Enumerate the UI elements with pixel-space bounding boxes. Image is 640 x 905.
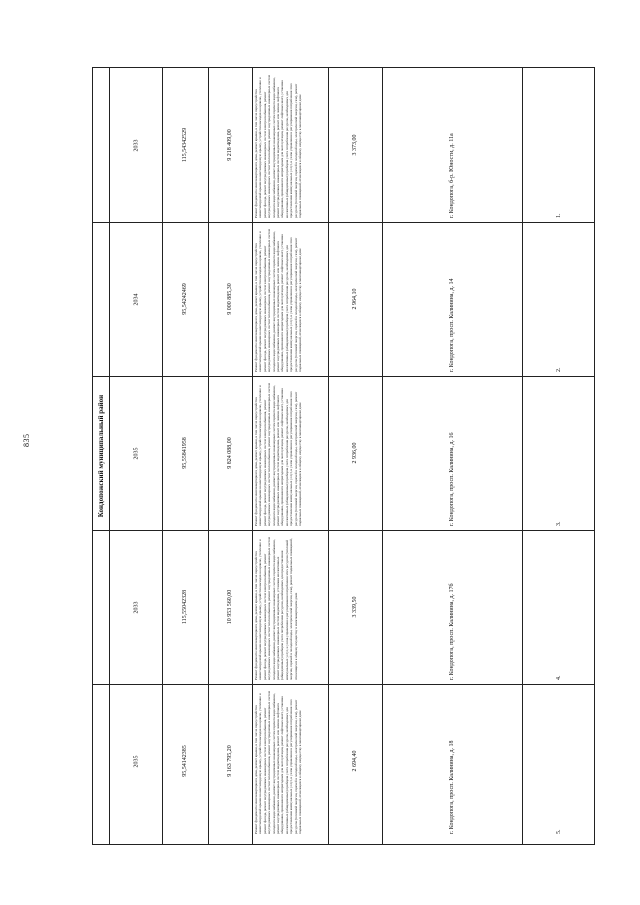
cell-year: 2035: [132, 755, 139, 767]
cell-number: 3.: [556, 521, 562, 526]
cell-cost: 9 218 409,00: [227, 129, 233, 161]
cell-address: г. Кондопога, просп. Калинина, д. 16: [449, 432, 455, 526]
cell-address: г. Кондопога, просп. Калинина, д. 18: [449, 740, 455, 834]
cell-address: г. Кондопога, просп. Калинина, д. 17б: [449, 583, 455, 680]
cell-unit-cost: 95,54142385: [182, 745, 188, 777]
cell-number: 5.: [556, 829, 562, 834]
cell-year: 2033: [132, 139, 139, 151]
table-row: [93, 376, 594, 530]
cell-area: 2 694,40: [352, 750, 358, 772]
table-row: [93, 222, 594, 376]
table-row: [93, 684, 594, 838]
cell-number: 4.: [556, 675, 562, 680]
table-row: [93, 530, 594, 684]
cell-unit-cost: 95,54242469: [182, 283, 188, 315]
cell-number: 2.: [556, 367, 562, 372]
cell-cost: 9 824 088,00: [227, 437, 233, 469]
cell-cost: 9 163 795,20: [227, 745, 233, 777]
cell-address: г. Кондопога, просп. Калинина, д. 14: [449, 278, 455, 372]
cell-description: Ремонт фундамента многоквартирного дома, ремонт крыши, в том числе переустройство невентилируемой крыши на вентилируемую крышу, устройство выходов на кровлю, утепление и ремонт фасада, ремонт внутридомовых инженерных систем электроснабжения, ремонт внутридомовых инженерных систем теплоснабжения, ремонт внутридомовых инженерных систем холодного водоснабжения, ремонт внутридомовых инженерных систем горячего водоснабжения, ремонт внутридомовых инженерных систем водоотведения, ремонт или замена лифтового оборудования, признанного непригодным для эксплуатации, ремонт лифтовых шахт, установка коллективных (общедомовых) приборов учета потребления ресурсов, необходимых для предоставления коммунальных услуг, и узлов управления и регулирования потребления этих ресурсов (тепловой энергии, горячей и холодной воды, электрической энергии, газа), ремонт подвальных помещений, относящихся к общему имуществу в многоквартирном доме: [254, 690, 303, 834]
cell-area: 3 373,00: [352, 134, 358, 156]
cell-year: 2033: [132, 601, 139, 613]
cell-year: 2035: [132, 447, 139, 459]
cell-year: 2034: [132, 293, 139, 305]
table-row: [93, 68, 594, 222]
cell-description: Ремонт фундамента многоквартирного дома, ремонт крыши, в том числе переустройство невентилируемой крыши на вентилируемую крышу, устройство выходов на кровлю, утепление и ремонт фасада, ремонт внутридомовых инженерных систем электроснабжения, ремонт внутридомовых инженерных систем теплоснабжения, ремонт внутридомовых инженерных систем холодного водоснабжения, ремонт внутридомовых инженерных систем горячего водоснабжения, ремонт внутридомовых инженерных систем водоотведения, ремонт или замена лифтового оборудования, признанного непригодным для эксплуатации, ремонт лифтовых шахт, установка коллективных (общедомовых) приборов учета потребления ресурсов, необходимых для предоставления коммунальных услуг, и узлов управления и регулирования потребления этих ресурсов (тепловой энергии, горячей и холодной воды, электрической энергии, газа), ремонт подвальных помещений, относящихся к общему имуществу в многоквартирном доме: [254, 382, 303, 526]
cell-unit-cost: 115,55042328: [182, 589, 188, 625]
cell-address: г. Кондопога, б-р. Юности, д. 11а: [449, 133, 455, 218]
capital-repair-table: [92, 67, 595, 845]
cell-description: Ремонт фундамента многоквартирного дома, ремонт крыши, в том числе переустройство невентилируемой крыши на вентилируемую крышу, устройство выходов на кровлю, утепление и ремонт фасада, ремонт внутридомовых инженерных систем электроснабжения, ремонт внутридомовых инженерных систем теплоснабжения, ремонт внутридомовых инженерных систем холодного водоснабжения, ремонт внутридомовых инженерных систем горячего водоснабжения, ремонт внутридомовых инженерных систем водоотведения, ремонт или замена лифтового оборудования, признанного непригодным для эксплуатации, ремонт лифтовых шахт, установка коллективных (общедомовых) приборов учета потребления ресурсов, необходимых для предоставления коммунальных услуг, и узлов управления и регулирования потребления этих ресурсов (тепловой энергии, горячей и холодной воды, электрической энергии, газа), ремонт подвальных помещений, относящихся к общему имуществу в многоквартирном доме: [254, 228, 303, 372]
page-number: 835: [22, 433, 31, 447]
cell-description: Ремонт фундамента многоквартирного дома, ремонт крыши, в том числе переустройство невентилируемой крыши на вентилируемую крышу, устройство выходов на кровлю, утепление и ремонт фасада, ремонт внутридомовых инженерных систем электроснабжения, ремонт внутридомовых инженерных систем теплоснабжения, ремонт внутридомовых инженерных систем холодного водоснабжения, ремонт внутридомовых инженерных систем горячего водоснабжения, ремонт внутридомовых инженерных систем водоотведения, установка коллективных (общедомовых) приборов учета потребления ресурсов, необходимых для предоставления коммунальных услуг, и узлов управления и регулирования потребления этих ресурсов (тепловой энергии, горячей и холодной воды, электрической энергии, газа), ремонт подвальных помещений, относящихся к общему имуществу в многоквартирном доме: [254, 536, 298, 680]
cell-cost: 10 953 560,00: [227, 589, 233, 625]
cell-area: 2 936,00: [352, 442, 358, 464]
cell-cost: 9 000 885,30: [227, 283, 233, 315]
cell-area: 3 339,50: [352, 596, 358, 618]
cell-unit-cost: 115,54342529: [182, 127, 188, 163]
section-heading-text: Кондопожский муниципальный район: [97, 394, 105, 518]
cell-number: 1.: [556, 213, 562, 218]
cell-unit-cost: 95,55841958: [182, 437, 188, 469]
cell-area: 2 964,10: [352, 288, 358, 310]
cell-description: Ремонт фундамента многоквартирного дома, ремонт крыши, в том числе переустройство невентилируемой крыши на вентилируемую крышу, устройство выходов на кровлю, утепление и ремонт фасада, ремонт внутридомовых инженерных систем электроснабжения, ремонт внутридомовых инженерных систем теплоснабжения, ремонт внутридомовых инженерных систем холодного водоснабжения, ремонт внутридомовых инженерных систем горячего водоснабжения, ремонт внутридомовых инженерных систем водоотведения, ремонт или замена лифтового оборудования, признанного непригодным для эксплуатации, ремонт лифтовых шахт, установка коллективных (общедомовых) приборов учета потребления ресурсов, необходимых для предоставления коммунальных услуг, и узлов управления и регулирования потребления этих ресурсов (тепловой энергии, горячей и холодной воды, электрической энергии, газа), ремонт подвальных помещений, относящихся к общему имуществу в многоквартирном доме: [254, 74, 303, 218]
